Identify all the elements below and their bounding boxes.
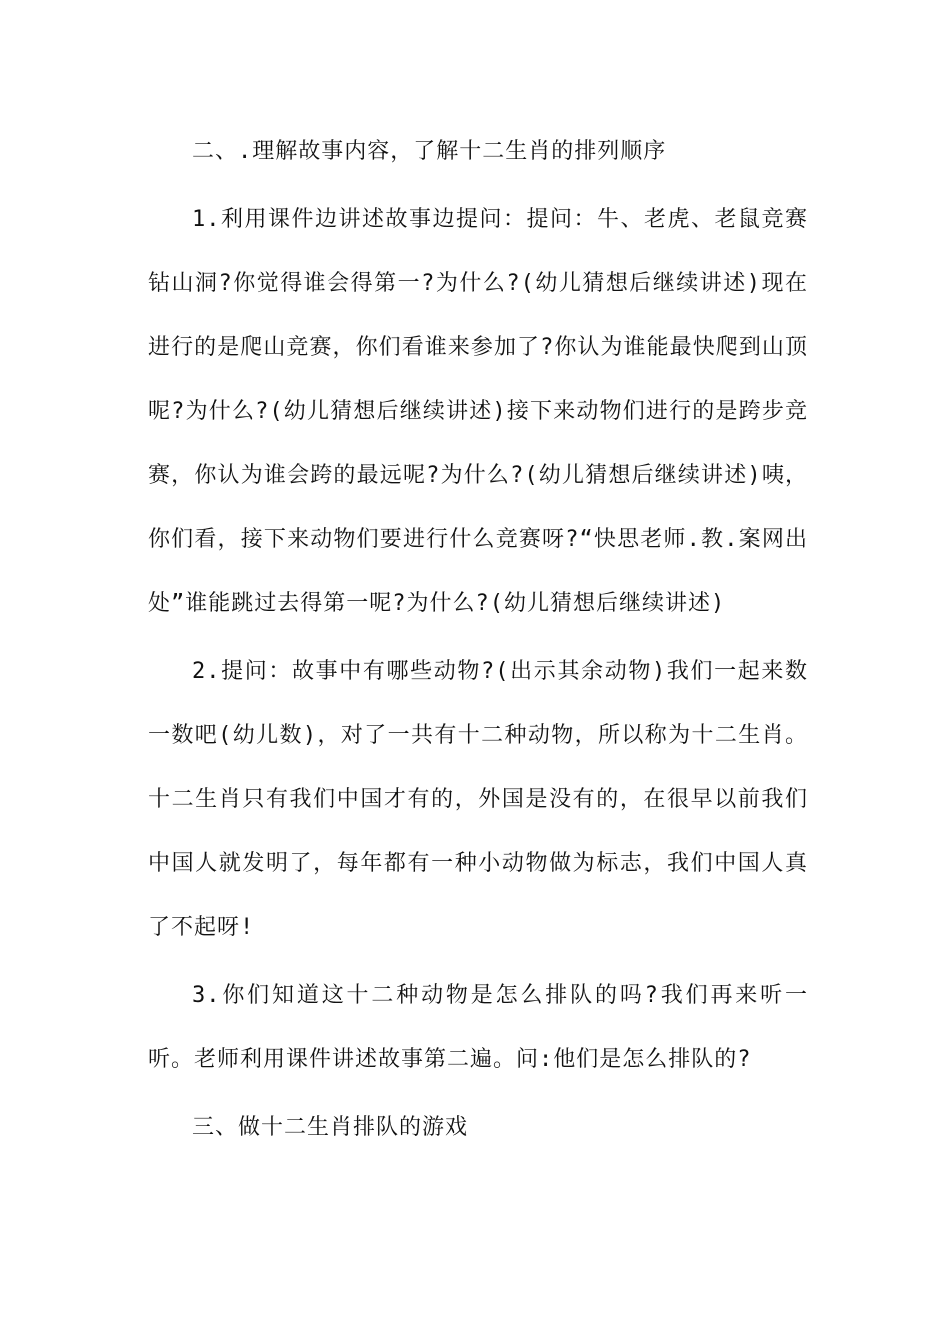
section-two-heading: 二、.理解故事内容，了解十二生肖的排列顺序 [192,139,667,164]
document-body [148,120,808,1160]
paragraph-step-2: 2.提问：故事中有哪些动物?(出示其余动物)我们一起来数一数吧(幼儿数)，对了一共有十二种动物，所以称为十二生肖。十二生肖只有我们中国才有的，外国是没有的，在很早以前我们中国人就发明了，每年都有一种小动物做为标志，我们中国人真了不起呀! [148,659,808,940]
paragraph-step-1: 1.利用课件边讲述故事边提问：提问：牛、老虎、老鼠竞赛钻山洞?你觉得谁会得第一?为什么?(幼儿猜想后继续讲述)现在进行的是爬山竞赛，你们看谁来参加了?你认为谁能最快爬到山顶呢?为什么?(幼儿猜想后继续讲述)接下来动物们进行的是跨步竞赛，你认为谁会跨的最远呢?为什么?(幼儿猜想后继续讲述)咦，你们看，接下来动物们要进行什么竞赛呀?“快思老师.教.案网出处”谁能跳过去得第一呢?为什么?(幼儿猜想后继续讲述) [148,207,808,616]
paragraph-step-3: 3.你们知道这十二种动物是怎么排队的吗?我们再来听一听。老师利用课件讲述故事第二遍。问:他们是怎么排队的? [148,983,808,1072]
section-three-heading: 三、做十二生肖排队的游戏 [192,1115,469,1140]
